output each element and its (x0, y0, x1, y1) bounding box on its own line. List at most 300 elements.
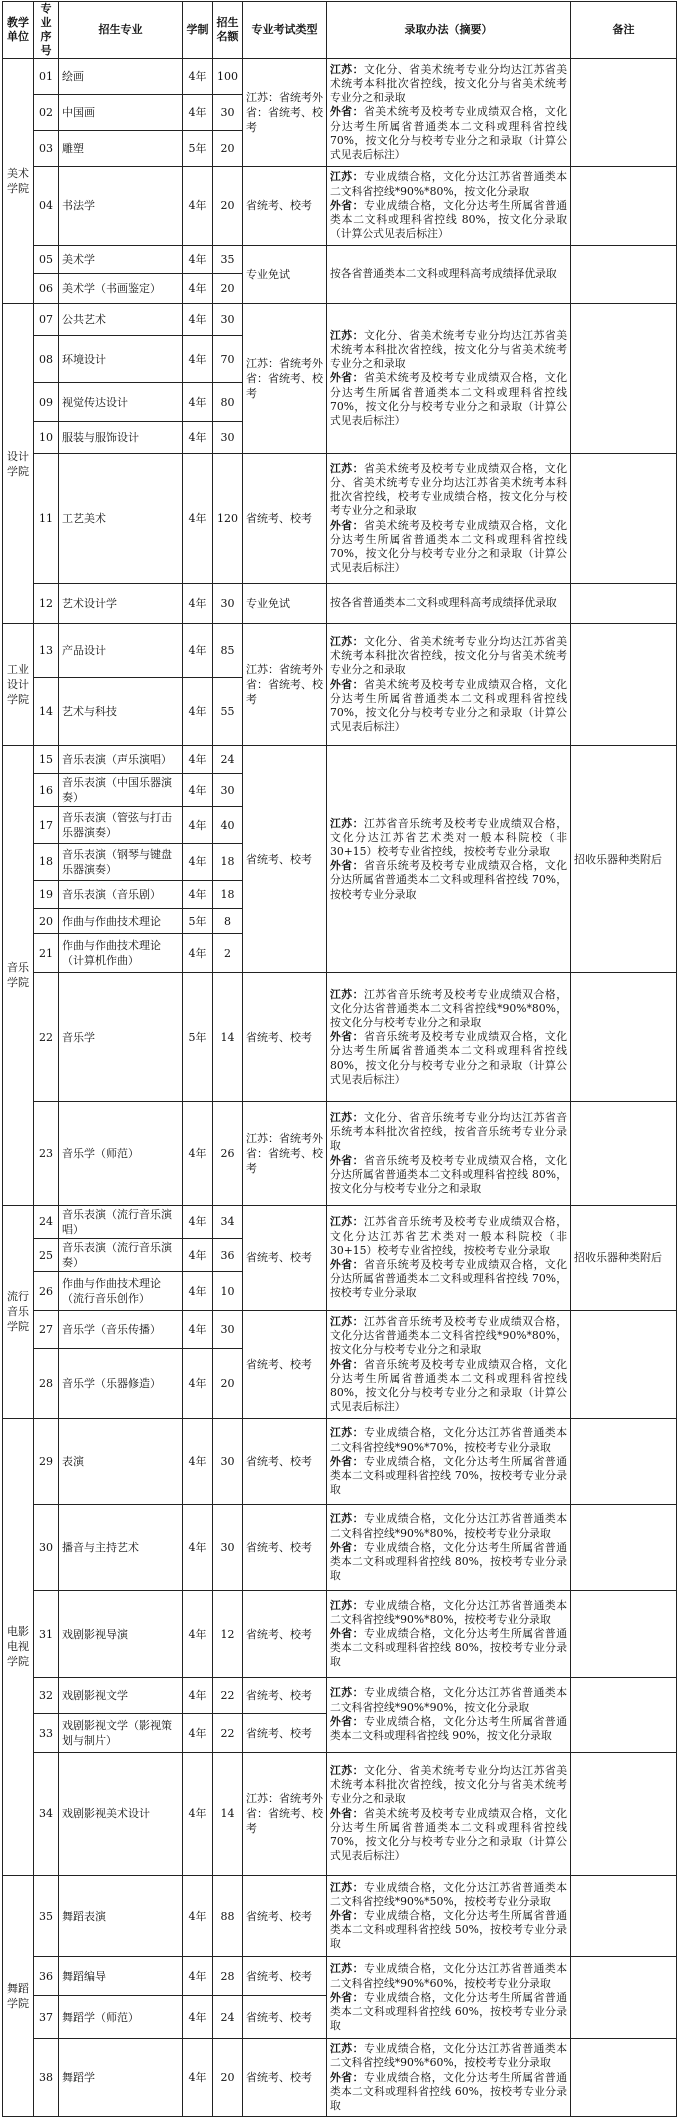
major-quota: 88 (213, 1875, 243, 1957)
other-province-rule: 省音乐统考及校考专业成绩双合格，文化分达所属省普通类本二文科或理科省控线 70%，按校考专业分录取 (330, 859, 568, 901)
jiangsu-rule: 文化分、省美术统考专业分均达江苏省美术统考本科批次省控线，按文化分与省美术统考专业分之和录取 (330, 62, 568, 105)
other-province-rule: 专业成绩合格，文化分达考生所属省普通类本二文科或理科省控线 80%，按校考专业分录取 (330, 1540, 568, 1583)
exam-type: 专业免试 (243, 245, 327, 303)
remark (571, 1311, 677, 1419)
admissions-table (2, 1, 677, 2117)
table-row (3, 303, 677, 335)
remark (571, 624, 677, 746)
major-quota: 30 (213, 303, 243, 335)
jiangsu-label: 江苏： (330, 1315, 364, 1328)
major-years: 4年 (183, 1348, 213, 1419)
major-name: 视觉传达设计 (59, 383, 183, 422)
major-quota: 30 (213, 422, 243, 454)
major-name: 音乐表演（声乐演唱） (59, 746, 183, 774)
major-name: 戏剧影视导演 (59, 1591, 183, 1677)
jiangsu-label: 江苏： (330, 1512, 364, 1526)
major-name: 服装与服饰设计 (59, 422, 183, 454)
major-quota: 20 (213, 273, 243, 303)
major-years: 5年 (183, 131, 213, 167)
admission-method (327, 1205, 571, 1310)
jiangsu-rule: 专业成绩合格，文化分达江苏省普通类本二文科省控线*90%*50%，按校考专业分录取 (330, 1880, 568, 1908)
jiangsu-rule: 省美术统考及校考专业成绩双合格，文化分、省美术统考专业分均达江苏省美术统考本科批次省控线，校考专业成绩合格，按文化分与校考专业分之和录取 (330, 461, 568, 518)
jiangsu-rule: 文化分、省美术统考专业分均达江苏省美术统考本科批次省控线，按文化分与省美术统考专业分之和录取 (330, 1764, 568, 1806)
jiangsu-label: 江苏： (330, 1686, 364, 1700)
table-row (3, 624, 677, 678)
other-province-label: 外省： (330, 1908, 364, 1922)
major-years: 4年 (183, 1419, 213, 1505)
major-quota: 120 (213, 454, 243, 583)
major-code: 14 (34, 678, 59, 746)
major-years: 4年 (183, 678, 213, 746)
major-years: 4年 (183, 807, 213, 844)
other-province-rule: 省音乐统考及校考专业成绩双合格，文化分达所属省普通类本二文科或理科省控线 80%，按文化分与校考专业分之和录取 (330, 1153, 568, 1195)
other-province-rule: 专业成绩合格，文化分达考生所属省普通类本二文科或理科省控线 50%，按校考专业分录取 (330, 1908, 568, 1951)
major-code: 20 (34, 908, 59, 934)
table-row (3, 1505, 677, 1591)
major-years: 4年 (183, 880, 213, 908)
major-name: 环境设计 (59, 336, 183, 383)
major-quota: 80 (213, 383, 243, 422)
major-name: 戏剧影视美术设计 (59, 1752, 183, 1875)
major-years: 4年 (183, 1311, 213, 1348)
header-exam: 专业考试类型 (243, 2, 327, 59)
other-province-label: 外省： (330, 1257, 364, 1271)
exam-type: 省统考、校考 (243, 1875, 327, 1957)
other-province-label: 外省： (330, 1030, 364, 1044)
jiangsu-label: 江苏： (330, 2042, 364, 2056)
major-quota: 36 (213, 1239, 243, 1272)
admission-method (327, 1957, 571, 2039)
table-row (3, 59, 677, 95)
other-province-rule: 专业成绩合格，文化分达考生所属省普通类本二文科或理科省控线 90%，按文化分录取 (330, 1714, 568, 1742)
admission-method (327, 59, 571, 167)
header-method: 录取办法（摘要） (327, 2, 571, 59)
other-province-label: 外省： (330, 2070, 364, 2084)
major-years: 4年 (183, 1239, 213, 1272)
exam-type: 江苏：省统考外省：省统考、校考 (243, 1752, 327, 1875)
exam-type: 省统考、校考 (243, 1205, 327, 1310)
admission-method (327, 1752, 571, 1875)
admission-method (327, 973, 571, 1102)
major-name: 作曲与作曲技术理论 (59, 908, 183, 934)
major-code: 23 (34, 1102, 59, 1205)
jiangsu-rule: 专业成绩合格，文化分达江苏省普通类本二文科省控线*90%*60%，按校考专业分录取 (330, 1962, 568, 1990)
exam-type: 省统考、校考 (243, 1677, 327, 1714)
other-province-label: 外省： (330, 677, 364, 691)
other-province-label: 外省： (330, 1540, 364, 1554)
admission-method (327, 1419, 571, 1505)
other-province-rule: 省音乐统考及校考专业成绩双合格，文化分达所属省普通类本二文科或理科省控线 70%，按校考专业分录取 (330, 1257, 568, 1300)
major-years: 4年 (183, 245, 213, 273)
major-quota: 18 (213, 844, 243, 881)
other-province-rule: 省美术统考及校考专业成绩双合格，文化分达考生所属省普通类本二文科或理科省控线 70%，按文化分与校考专业分之和录取（计算公式见表后标注） (330, 371, 568, 428)
jiangsu-rule: 专业成绩合格，文化分达江苏省普通类本二文科省控线*90%*90%，按文化分录取 (330, 1686, 568, 1714)
major-code: 15 (34, 746, 59, 774)
jiangsu-rule: 文化分、省美术统考专业分均达江苏省美术统考本科批次省控线，按文化分与省美术统考专业分之和录取 (330, 328, 568, 371)
major-years: 4年 (183, 746, 213, 774)
exam-type: 江苏：省统考外省：省统考、校考 (243, 624, 327, 746)
other-province-label: 外省： (330, 518, 364, 532)
major-years: 4年 (183, 1875, 213, 1957)
major-years: 4年 (183, 336, 213, 383)
major-years: 4年 (183, 1677, 213, 1714)
major-years: 4年 (183, 1996, 213, 2039)
exam-type: 省统考、校考 (243, 1311, 327, 1419)
jiangsu-rule: 专业成绩合格，文化分达江苏省普通类本二文科省控线*90%*80%，按文化分录取 (330, 170, 568, 198)
major-years: 4年 (183, 383, 213, 422)
jiangsu-label: 江苏： (330, 1880, 364, 1894)
major-name: 音乐表演（流行音乐演奏） (59, 1239, 183, 1272)
major-name: 音乐学（音乐传播） (59, 1311, 183, 1348)
major-code: 07 (34, 303, 59, 335)
header-unit: 教学单位 (3, 2, 34, 59)
major-quota: 30 (213, 774, 243, 807)
remark (571, 1419, 677, 1505)
exam-type: 省统考、校考 (243, 454, 327, 583)
major-code: 27 (34, 1311, 59, 1348)
admission-method (327, 2039, 571, 2117)
major-name: 播音与主持艺术 (59, 1505, 183, 1591)
major-name: 舞蹈表演 (59, 1875, 183, 1957)
major-name: 中国画 (59, 95, 183, 131)
major-name: 舞蹈学 (59, 2039, 183, 2117)
jiangsu-rule: 专业成绩合格，文化分达江苏省普通类本二文科省控线*90%*80%，按校考专业分录取 (330, 1512, 568, 1540)
jiangsu-label: 江苏： (330, 328, 364, 342)
major-name: 美术学（书画鉴定） (59, 273, 183, 303)
major-quota: 2 (213, 934, 243, 973)
major-quota: 30 (213, 1505, 243, 1591)
jiangsu-rule: 江苏省音乐统考及校考专业成绩双合格，文化分达江苏省艺术类对一般本科院校（非30+15）校考专业省控线，按校考专业分录取 (330, 816, 568, 858)
major-name: 绘画 (59, 59, 183, 95)
major-name: 公共艺术 (59, 303, 183, 335)
major-name: 戏剧影视文学（影视策划与制片） (59, 1714, 183, 1753)
header-remark: 备注 (571, 2, 677, 59)
remark (571, 454, 677, 583)
header-row (3, 2, 677, 59)
jiangsu-rule: 专业成绩合格，文化分达江苏省普通类本二文科省控线*90%*60%，按校考专业分录取 (330, 2042, 568, 2070)
major-quota: 20 (213, 2039, 243, 2117)
major-code: 08 (34, 336, 59, 383)
major-years: 4年 (183, 1272, 213, 1311)
major-code: 13 (34, 624, 59, 678)
major-years: 4年 (183, 454, 213, 583)
major-code: 05 (34, 245, 59, 273)
remark (571, 167, 677, 246)
admission-method: 按各省普通类本二文科或理科高考成绩择优录取 (327, 245, 571, 303)
major-quota: 30 (213, 583, 243, 624)
major-quota: 10 (213, 1272, 243, 1311)
unit-music: 音乐学院 (3, 746, 34, 1206)
major-years: 4年 (183, 1957, 213, 1996)
exam-type: 省统考、校考 (243, 1505, 327, 1591)
table-row (3, 746, 677, 774)
admission-method (327, 1875, 571, 1957)
major-quota: 8 (213, 908, 243, 934)
other-province-label: 外省： (330, 1990, 364, 2004)
major-name: 音乐学 (59, 973, 183, 1102)
major-years: 4年 (183, 583, 213, 624)
major-name: 美术学 (59, 245, 183, 273)
remark: 招收乐器种类附后 (571, 746, 677, 973)
major-name: 舞蹈编导 (59, 1957, 183, 1996)
remark (571, 973, 677, 1102)
exam-type: 省统考、校考 (243, 2039, 327, 2117)
jiangsu-rule: 江苏省音乐统考及校考专业成绩双合格，文化分达省普通类本二文科省控线*90%*80%，按文化分与校考专业分之和录取 (330, 1315, 568, 1357)
table-row (3, 583, 677, 624)
other-province-rule: 省美术统考及校考专业成绩双合格，文化分达考生所属省普通类本二文科或理科省控线 70%，按文化分与校考专业分之和录取（计算公式见表后标注） (330, 518, 568, 575)
other-province-label: 外省： (330, 859, 364, 873)
major-code: 30 (34, 1505, 59, 1591)
jiangsu-label: 江苏： (330, 170, 364, 184)
major-code: 24 (34, 1205, 59, 1238)
other-province-rule: 省美术统考及校考专业成绩双合格，文化分达考生所属省普通类本二文科或理科省控线 70%，按文化分与校考专业分之和录取（计算公式见表后标注） (330, 105, 568, 162)
table-row (3, 1419, 677, 1505)
major-years: 5年 (183, 973, 213, 1102)
table-row (3, 1677, 677, 1714)
other-province-label: 外省： (330, 1626, 364, 1640)
exam-type: 省统考、校考 (243, 1957, 327, 1996)
jiangsu-rule: 文化分、省美术统考专业分均达江苏省美术统考本科批次省控线，按文化分与省美术统考专业分之和录取 (330, 635, 568, 677)
remark (571, 1957, 677, 2039)
other-province-label: 外省： (330, 371, 364, 385)
exam-type: 省统考、校考 (243, 1591, 327, 1677)
admission-method (327, 1591, 571, 1677)
major-years: 4年 (183, 1505, 213, 1591)
major-years: 4年 (183, 1102, 213, 1205)
major-name: 音乐表演（中国乐器演奏） (59, 774, 183, 807)
major-code: 11 (34, 454, 59, 583)
major-code: 09 (34, 383, 59, 422)
table-row (3, 167, 677, 246)
remark (571, 303, 677, 454)
major-code: 03 (34, 131, 59, 167)
major-code: 32 (34, 1677, 59, 1714)
other-province-rule: 省美术统考及校考专业成绩双合格，文化分达考生所属省普通类本二文科或理科省控线 70%，按文化分与校考专业分之和录取（计算公式见表后标注） (330, 1806, 568, 1863)
table-row (3, 1311, 677, 1348)
admission-method (327, 1505, 571, 1591)
unit-design: 设计学院 (3, 303, 34, 624)
jiangsu-label: 江苏： (330, 635, 364, 649)
exam-type: 省统考、校考 (243, 1419, 327, 1505)
admission-method (327, 454, 571, 583)
jiangsu-label: 江苏： (330, 461, 364, 475)
major-name: 作曲与作曲技术理论（流行音乐创作） (59, 1272, 183, 1311)
major-quota: 14 (213, 973, 243, 1102)
other-province-rule: 省音乐统考及校考专业成绩双合格，文化分达考生所属省普通类本二文科或理科省控线 80%，按文化分与校考专业分之和录取（计算公式见表后标注） (330, 1357, 568, 1414)
other-province-label: 外省： (330, 1153, 364, 1167)
major-code: 21 (34, 934, 59, 973)
table-row (3, 1591, 677, 1677)
major-name: 艺术设计学 (59, 583, 183, 624)
other-province-rule: 省音乐统考及校考专业成绩双合格，文化分达考生所属省普通类本二文科或理科省控线 80%，按文化分与校考专业分之和录取（计算公式见表后标注） (330, 1030, 568, 1086)
major-years: 4年 (183, 59, 213, 95)
other-province-rule: 专业成绩合格，文化分达考生所属省普通类本二文科或理科省控线 80%，按校考专业分录取 (330, 1626, 568, 1669)
major-quota: 24 (213, 746, 243, 774)
table-row (3, 2039, 677, 2117)
jiangsu-rule: 文化分、省音乐统考专业分均达江苏省音乐统考本科批次省控线，按省音乐统考专业分录取 (330, 1110, 568, 1153)
major-quota: 30 (213, 95, 243, 131)
major-quota: 12 (213, 1591, 243, 1677)
major-code: 01 (34, 59, 59, 95)
exam-type: 省统考、校考 (243, 167, 327, 246)
other-province-label: 外省： (330, 1357, 364, 1371)
remark: 招收乐器种类附后 (571, 1205, 677, 1310)
table-row (3, 454, 677, 583)
jiangsu-label: 江苏： (330, 1110, 364, 1124)
table-row (3, 1205, 677, 1238)
table-row (3, 1102, 677, 1205)
major-years: 4年 (183, 774, 213, 807)
remark (571, 1102, 677, 1205)
table-row (3, 245, 677, 273)
major-quota: 22 (213, 1714, 243, 1753)
admission-method (327, 1677, 571, 1752)
major-code: 12 (34, 583, 59, 624)
major-name: 音乐表演（钢琴与键盘乐器演奏） (59, 844, 183, 881)
major-code: 31 (34, 1591, 59, 1677)
major-code: 37 (34, 1996, 59, 2039)
major-quota: 35 (213, 245, 243, 273)
major-code: 38 (34, 2039, 59, 2117)
major-name: 工艺美术 (59, 454, 183, 583)
major-years: 4年 (183, 167, 213, 246)
remark (571, 1591, 677, 1677)
major-code: 17 (34, 807, 59, 844)
major-quota: 30 (213, 1419, 243, 1505)
exam-type: 省统考、校考 (243, 1996, 327, 2039)
major-name: 舞蹈学（师范） (59, 1996, 183, 2039)
major-years: 4年 (183, 1714, 213, 1753)
major-quota: 30 (213, 1311, 243, 1348)
major-code: 18 (34, 844, 59, 881)
unit-popular: 流行音乐学院 (3, 1205, 34, 1419)
major-code: 35 (34, 1875, 59, 1957)
remark (571, 2039, 677, 2117)
remark (571, 1752, 677, 1875)
major-name: 艺术与科技 (59, 678, 183, 746)
major-years: 4年 (183, 934, 213, 973)
other-province-label: 外省： (330, 1806, 364, 1820)
unit-industrial: 工业设计学院 (3, 624, 34, 746)
remark (571, 1875, 677, 1957)
major-name: 音乐表演（流行音乐演唱） (59, 1205, 183, 1238)
major-code: 22 (34, 973, 59, 1102)
major-quota: 20 (213, 167, 243, 246)
major-quota: 55 (213, 678, 243, 746)
major-code: 02 (34, 95, 59, 131)
other-province-rule: 专业成绩合格，文化分达考生所属省普通类本二文科或理科省控线 60%，按校考专业分录取 (330, 2070, 568, 2112)
major-quota: 100 (213, 59, 243, 95)
table-row (3, 1957, 677, 1996)
major-name: 音乐表演（音乐剧） (59, 880, 183, 908)
major-quota: 20 (213, 1348, 243, 1419)
exam-type: 省统考、校考 (243, 746, 327, 973)
major-quota: 26 (213, 1102, 243, 1205)
major-quota: 18 (213, 880, 243, 908)
major-code: 34 (34, 1752, 59, 1875)
major-code: 33 (34, 1714, 59, 1753)
major-quota: 28 (213, 1957, 243, 1996)
exam-type: 江苏：省统考外省：省统考、校考 (243, 303, 327, 454)
major-code: 06 (34, 273, 59, 303)
jiangsu-label: 江苏： (330, 1962, 364, 1976)
major-code: 28 (34, 1348, 59, 1419)
remark (571, 59, 677, 167)
major-quota: 40 (213, 807, 243, 844)
jiangsu-label: 江苏： (330, 987, 364, 1001)
jiangsu-rule: 专业成绩合格，文化分达江苏省普通类本二文科省控线*90%*70%，按校考专业分录取 (330, 1426, 568, 1454)
major-years: 4年 (183, 422, 213, 454)
admission-method (327, 303, 571, 454)
jiangsu-label: 江苏： (330, 1215, 364, 1229)
jiangsu-rule: 江苏省音乐统考及校考专业成绩双合格，文化分达省普通类本二文科省控线*90%*80%，按文化分与校考专业分之和录取 (330, 987, 568, 1029)
major-quota: 22 (213, 1677, 243, 1714)
major-code: 25 (34, 1239, 59, 1272)
major-name: 产品设计 (59, 624, 183, 678)
exam-type: 省统考、校考 (243, 973, 327, 1102)
major-code: 29 (34, 1419, 59, 1505)
major-years: 4年 (183, 844, 213, 881)
major-name: 音乐表演（管弦与打击乐器演奏） (59, 807, 183, 844)
admission-method: 按各省普通类本二文科或理科高考成绩择优录取 (327, 583, 571, 624)
exam-type: 江苏：省统考外省：省统考、校考 (243, 1102, 327, 1205)
major-years: 4年 (183, 95, 213, 131)
unit-dance: 舞蹈学院 (3, 1875, 34, 2116)
header-code: 专业序号 (34, 2, 59, 59)
major-years: 4年 (183, 1205, 213, 1238)
unit-film: 电影电视学院 (3, 1419, 34, 1875)
major-code: 19 (34, 880, 59, 908)
header-major: 招生专业 (59, 2, 183, 59)
remark (571, 583, 677, 624)
major-name: 雕塑 (59, 131, 183, 167)
admission-method (327, 624, 571, 746)
exam-type: 专业免试 (243, 583, 327, 624)
major-name: 表演 (59, 1419, 183, 1505)
other-province-label: 外省： (330, 1714, 364, 1728)
jiangsu-label: 江苏： (330, 1598, 364, 1612)
remark (571, 245, 677, 303)
admission-method (327, 746, 571, 973)
admission-method (327, 1102, 571, 1205)
remark (571, 1505, 677, 1591)
major-quota: 70 (213, 336, 243, 383)
major-years: 5年 (183, 908, 213, 934)
major-quota: 24 (213, 1996, 243, 2039)
other-province-label: 外省： (330, 198, 364, 212)
major-code: 36 (34, 1957, 59, 1996)
major-code: 04 (34, 167, 59, 246)
unit-art: 美术学院 (3, 59, 34, 304)
major-name: 作曲与作曲技术理论（计算机作曲） (59, 934, 183, 973)
major-code: 26 (34, 1272, 59, 1311)
table-row (3, 1752, 677, 1875)
admission-method (327, 167, 571, 246)
admission-method (327, 1311, 571, 1419)
major-code: 16 (34, 774, 59, 807)
major-years: 4年 (183, 624, 213, 678)
major-quota: 20 (213, 131, 243, 167)
major-name: 书法学 (59, 167, 183, 246)
exam-type: 省统考、校考 (243, 1714, 327, 1753)
other-province-rule: 专业成绩合格，文化分达考生所属省普通类本二文科或理科省控线 70%，按校考专业分录取 (330, 1454, 568, 1497)
major-quota: 14 (213, 1752, 243, 1875)
major-name: 戏剧影视文学 (59, 1677, 183, 1714)
table-row (3, 1875, 677, 1957)
jiangsu-rule: 江苏省音乐统考及校考专业成绩双合格，文化分达江苏省艺术类对一般本科院校（非30+15）校考专业省控线，按校考专业分录取 (330, 1215, 568, 1257)
jiangsu-label: 江苏： (330, 1426, 364, 1440)
major-years: 4年 (183, 273, 213, 303)
